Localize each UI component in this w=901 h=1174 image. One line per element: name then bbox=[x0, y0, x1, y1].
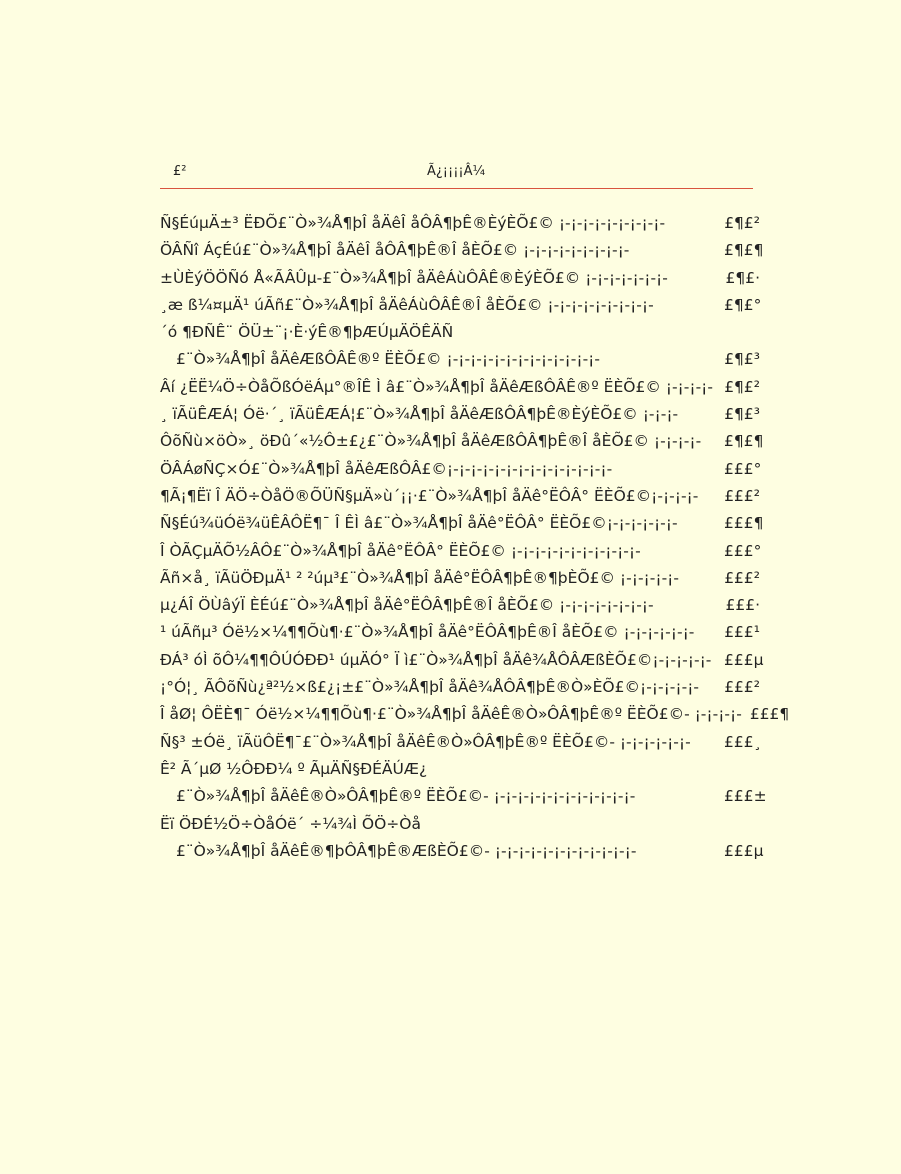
toc-entry-page: £££¶ bbox=[724, 514, 764, 533]
toc-entry bbox=[160, 432, 764, 459]
toc-entry bbox=[160, 378, 760, 405]
toc-entry-text: Ëï ÖÐÉ½Ö÷ÒåÓë´ ÷¼¾Ì ÕÖ÷Òå bbox=[160, 814, 421, 833]
toc-entry-page: £££² bbox=[724, 568, 760, 587]
toc-entry-page: £¶£· bbox=[725, 268, 760, 287]
header-title: Ã¿¡¡¡¡Â¼ bbox=[427, 164, 486, 179]
toc-entry-text: ¸æ ß¼¤µÄ¹ úÃñ£¨Ò»¾Å¶þÎ åÄêÁùÔÂÊ®Î åÈÕ£© ¡-¡-¡-¡-¡-¡-¡-¡-¡- bbox=[160, 295, 654, 314]
toc-entry-page: £¶£° bbox=[724, 295, 762, 314]
toc-entry-page: £¶£¶ bbox=[724, 241, 764, 260]
toc-entry bbox=[160, 760, 760, 787]
toc-entry bbox=[160, 514, 764, 541]
toc-entry-page: £££¹ bbox=[724, 623, 760, 642]
toc-entry-text: £¨Ò»¾Å¶þÎ åÄêÊ®Ò»ÔÂ¶þÊ®º ËÈÕ£©- ¡-¡-¡-¡-¡-¡-¡-¡-¡-¡-¡-¡- bbox=[176, 787, 636, 806]
toc-entry-page: £¶£³ bbox=[724, 350, 760, 369]
toc-entry bbox=[160, 787, 767, 814]
toc-entry bbox=[160, 623, 760, 650]
toc-entry-text: £¨Ò»¾Å¶þÎ åÄêÆßÔÂÊ®º ËÈÕ£© ¡-¡-¡-¡-¡-¡-¡-¡-¡-¡-¡-¡-¡- bbox=[176, 350, 600, 369]
toc-entry-text: ´ó ¶ÐÑÊ¨ ÖÜ±¨¡·È·ýÊ®¶þÆÚµÄÖÊÄÑ bbox=[160, 323, 454, 342]
toc-entry bbox=[160, 269, 760, 296]
table-of-contents bbox=[160, 214, 790, 869]
toc-entry-text: ÖÂÑî ÁçÉú£¨Ò»¾Å¶þÎ åÄêÎ åÔÂ¶þÊ®Î åÈÕ£© ¡-¡-¡-¡-¡-¡-¡-¡-¡- bbox=[160, 241, 630, 260]
toc-entry-text: £¨Ò»¾Å¶þÎ åÄêÊ®¶þÔÂ¶þÊ®ÆßÈÕ£©- ¡-¡-¡-¡-¡-¡-¡-¡-¡-¡-¡-¡- bbox=[176, 841, 637, 860]
toc-entry-text: Âí ¿ËË¼Ö÷ÒåÕßÓëÁµ°®ÎÊ Ì â£¨Ò»¾Å¶þÎ åÄêÆßÔÂÊ®º ËÈÕ£© ¡-¡-¡-¡- bbox=[160, 377, 713, 396]
toc-entry-page: £££° bbox=[724, 541, 762, 560]
toc-entry-text: Ñ§ÉúµÄ±³ ËÐÕ£¨Ò»¾Å¶þÎ åÄêÎ åÔÂ¶þÊ®ÈýÈÕ£© ¡-¡-¡-¡-¡-¡-¡-¡-¡- bbox=[160, 214, 666, 232]
toc-entry-page: £¶£¶ bbox=[724, 432, 764, 451]
toc-entry bbox=[160, 733, 760, 760]
toc-entry bbox=[160, 296, 760, 323]
toc-entry-page: £££¶ bbox=[749, 705, 790, 724]
toc-entry-text: ±ÙÈýÖÖÑó Å«ÃÂÛµ-£¨Ò»¾Å¶þÎ åÄêÁùÔÂÊ®ÈýÈÕ£© ¡-¡-¡-¡-¡-¡-¡- bbox=[160, 268, 668, 287]
toc-entry bbox=[160, 214, 760, 241]
toc-entry-page: £££± bbox=[724, 787, 767, 806]
toc-entry-text: ¹ úÃñµ³ Óë½×¼¶¶Õù¶·£¨Ò»¾Å¶þÎ åÄê°ËÔÂ¶þÊ®Î åÈÕ£© ¡-¡-¡-¡-¡-¡- bbox=[160, 623, 695, 642]
page-number: £² bbox=[173, 164, 187, 179]
toc-entry-text: ÔõÑù×öÒ»¸ öÐû´«½Ô±£¿£¨Ò»¾Å¶þÎ åÄêÆßÔÂ¶þÊ®Î åÈÕ£© ¡-¡-¡-¡- bbox=[160, 432, 702, 451]
toc-entry-text: ÐÁ³ óÌ õÔ¼¶¶ÔÚÓÐÐ¹ úµÄÓ° Ï ì£¨Ò»¾Å¶þÎ åÄê¾ÅÔÂÆßÈÕ£©¡-¡-¡-¡-¡- bbox=[160, 650, 712, 669]
toc-entry-text: Ñ§³ ±Óë¸ ïÃüÔË¶¯£¨Ò»¾Å¶þÎ åÄêÊ®Ò»ÔÂ¶þÊ®º ËÈÕ£©- ¡-¡-¡-¡-¡-¡- bbox=[160, 732, 691, 751]
toc-entry-page: £¶£² bbox=[724, 214, 760, 232]
toc-entry-text: Ñ§Éú¾üÓë¾üÊÂÔË¶¯ Î ÊÌ â£¨Ò»¾Å¶þÎ åÄê°ËÔÂ° ËÈÕ£©¡-¡-¡-¡-¡-¡- bbox=[160, 514, 678, 533]
toc-entry-page: £££µ bbox=[724, 650, 764, 669]
toc-entry-text: Î åØ¦ ÔËÈ¶¯ Óë½×¼¶¶Õù¶·£¨Ò»¾Å¶þÎ åÄêÊ®Ò»ÔÂ¶þÊ®º ËÈÕ£©- ¡-¡-¡-¡- bbox=[160, 705, 742, 724]
toc-entry bbox=[160, 542, 760, 569]
toc-entry-text: Î ÒÃÇµÄÕ½ÂÔ£¨Ò»¾Å¶þÎ åÄê°ËÔÂ° ËÈÕ£© ¡-¡-¡-¡-¡-¡-¡-¡-¡-¡-¡- bbox=[160, 541, 641, 560]
toc-entry bbox=[160, 841, 764, 869]
toc-entry bbox=[160, 650, 764, 678]
toc-entry bbox=[160, 569, 760, 596]
toc-entry bbox=[160, 815, 760, 842]
toc-entry bbox=[160, 241, 764, 268]
toc-entry bbox=[160, 350, 760, 377]
toc-entry-text: µ¿ÁÎ ÖÙâýÏ ÈÉú£¨Ò»¾Å¶þÎ åÄê°ËÔÂ¶þÊ®Î åÈÕ£© ¡-¡-¡-¡-¡-¡-¡-¡- bbox=[160, 596, 654, 615]
toc-entry-text: Ê² Ã´µØ ½ÔÐÐ¼ º ÃµÄÑ§ÐÉÄÚÆ¿ bbox=[160, 759, 428, 778]
toc-entry-page: £¶£² bbox=[724, 377, 760, 396]
toc-entry-page: £££² bbox=[724, 486, 760, 505]
toc-entry bbox=[160, 678, 760, 705]
toc-entry-page: £££¸ bbox=[724, 732, 762, 751]
toc-entry-text: Ãñ×å¸ ïÃüÖÐµÄ¹ ² ²úµ³£¨Ò»¾Å¶þÎ åÄê°ËÔÂ¶þÊ®¶þÈÕ£© ¡-¡-¡-¡-¡- bbox=[160, 568, 679, 587]
toc-entry bbox=[160, 405, 760, 432]
toc-entry-page: £££· bbox=[725, 596, 760, 615]
toc-entry-text: ¶Ã¡¶Ëï Î ÄÖ÷ÒåÖ®ÕÜÑ§µÄ»ù´¡¡·£¨Ò»¾Å¶þÎ åÄê°ËÔÂ° ËÈÕ£©¡-¡-¡-¡- bbox=[160, 486, 699, 505]
toc-entry-page: £££° bbox=[724, 459, 762, 478]
toc-entry bbox=[160, 487, 760, 514]
toc-entry-text: ÖÂÁøÑÇ×Ó£¨Ò»¾Å¶þÎ åÄêÆßÔÂ£©¡-¡-¡-¡-¡-¡-¡-¡-¡-¡-¡-¡-¡-¡- bbox=[160, 459, 613, 478]
toc-entry-text: ¸ ïÃüÊÆÁ¦ Óë·´¸ ïÃüÊÆÁ¦£¨Ò»¾Å¶þÎ åÄêÆßÔÂ¶þÊ®ÈýÈÕ£© ¡-¡-¡- bbox=[160, 405, 679, 424]
toc-entry-page: £££µ bbox=[724, 841, 764, 860]
toc-entry bbox=[160, 460, 760, 487]
page-header bbox=[160, 160, 753, 189]
toc-entry-text: ¡°Ó¦¸ ÃÔõÑù¿ª²½×ß£¿¡±£¨Ò»¾Å¶þÎ åÄê¾ÅÔÂ¶þÊ®Ò»ÈÕ£©¡-¡-¡-¡-¡- bbox=[160, 678, 700, 697]
toc-entry-page: £££² bbox=[724, 678, 760, 697]
toc-entry-page: £¶£³ bbox=[724, 405, 760, 424]
toc-entry bbox=[160, 705, 790, 732]
toc-entry bbox=[160, 596, 760, 623]
toc-entry bbox=[160, 323, 760, 350]
